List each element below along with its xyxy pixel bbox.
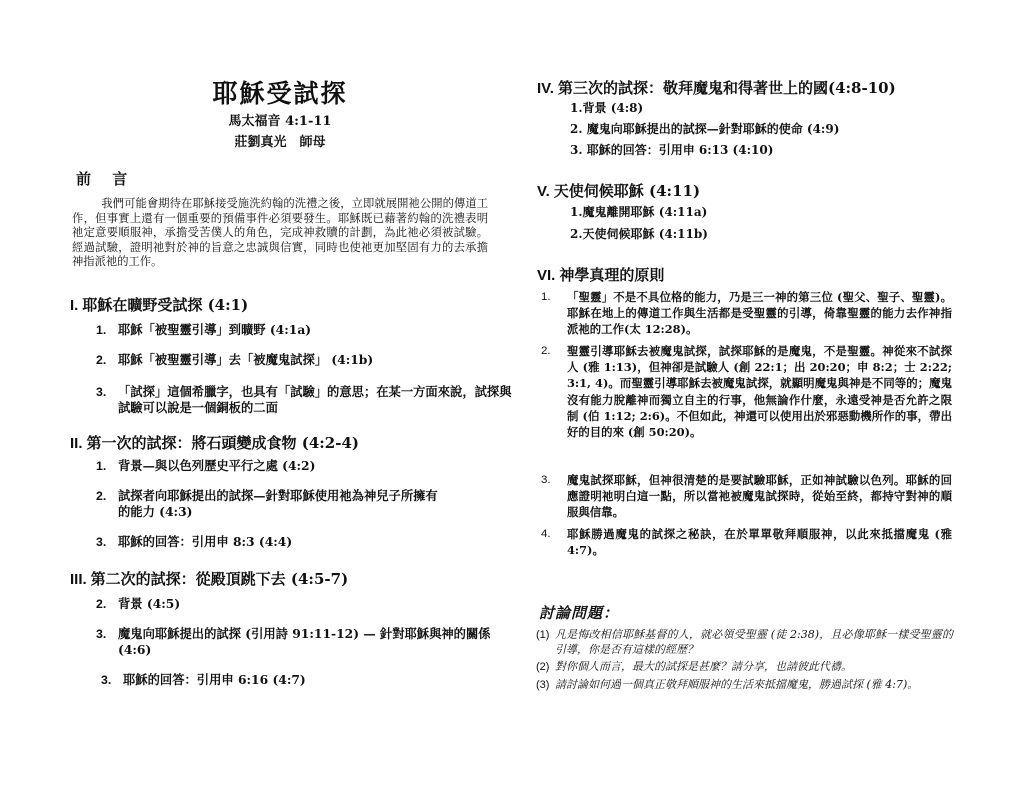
list-item: 1. 背景—與以色列歷史平行之處 (4:2) (96, 458, 316, 473)
page-title: 耶穌受試探 (212, 79, 348, 108)
list-item: 3. 耶穌的回答：引用申 6:13 (4:10) (570, 143, 774, 157)
principle-item: 1. 「聖靈」不是不具位格的能力，乃是三一神的第三位 (聖父、聖子、聖靈)。耶穌在地上的傳道工作與生活都是受聖靈的引導，倚靠聖靈的能力去作神指派祂的工作(太 12:28)。 (541, 290, 952, 337)
list-item: 3. 耶穌的回答：引用申 6:16 (4:7) (101, 672, 306, 687)
section-heading-3: III. 第二次的試探：從殿頂跳下去 (4:5-7) (70, 570, 349, 588)
preface-body: 我們可能會期待在耶穌接受施洗約翰的洗禮之後，立即就展開祂公開的傳道工作，但事實上還有一個重要的預備事件必須要發生。耶穌既已藉著約翰的洗禮表明祂定意要順服神，承擔受苦僕人的角色，完成神救贖的計劃，為此祂必須被試驗。經過試驗，證明祂對於神的旨意之忠誠與信實，同時也使祂更加堅固有力的去承擔神指派祂的工作。 (72, 197, 488, 269)
section-heading-4: IV. 第三次的試探：敬拜魔鬼和得著世上的國(4:8-10) (537, 79, 896, 97)
section-heading-2: II. 第一次的試探：將石頭變成食物 (4:2-4) (70, 434, 360, 452)
discussion-item: (1) 凡是悔改相信耶穌基督的人，就必領受聖靈 (徒 2:38)，且必像耶穌一樣受聖靈的引導，你是否有這樣的經歷？ (536, 628, 953, 656)
list-item: 2. 背景 (4:5) (96, 596, 181, 611)
principle-item: 4. 耶穌勝過魔鬼的試探之秘訣，在於單單敬拜順服神，以此來抵擋魔鬼 (雅 4:7)。 (541, 527, 952, 558)
discussion-item: (3) 請討論如何過一個真正敬拜順服神的生活來抵擋魔鬼，勝過試探 (雅 4:7)。 (536, 678, 919, 691)
preface-heading: 前 言 (76, 170, 136, 188)
section-heading-6: VI. 神學真理的原則 (537, 266, 665, 284)
discussion-item: (2) 對你個人而言，最大的試探是甚麼？請分享，也請彼此代禱。 (536, 660, 852, 673)
list-item: 2.天使伺候耶穌 (4:11b) (570, 227, 708, 241)
list-item: 2. 魔鬼向耶穌提出的試探—針對耶穌的使命 (4:9) (570, 122, 840, 136)
list-item: 1.背景 (4:8) (570, 101, 644, 115)
principle-item: 3. 魔鬼試探耶穌，但神很清楚的是要試驗耶穌，正如神試驗以色列。耶穌的回應證明祂明白這一點，所以當祂被魔鬼試探時，從始至終，都持守對神的順服與信靠。 (541, 473, 952, 520)
list-item: 1. 耶穌「被聖靈引導」到曠野 (4:1a) (96, 322, 312, 337)
section-heading-5: V. 天使伺候耶穌 (4:11) (537, 182, 701, 200)
principle-item: 2. 聖靈引導耶穌去被魔鬼試探，試探耶穌的是魔鬼，不是聖靈。神從來不試探人 (雅 1:13)，但神卻是試驗人 (創 22:1；出 20:20；申 8:2；士 2:22; 3:1, 4)。而聖靈引導耶穌去被魔鬼試探，就顯明魔鬼與神是不同等的；魔鬼沒有能力脫離神而獨立自主的行事，他無論作什麼，永遠受神是否允許之限制 (伯 1:12; 2:6)。不但如此，神還可以使用出於邪惡動機所作的事，帶出好的目的來 (創 50:20)。 (541, 344, 952, 440)
section-heading-1: I. 耶穌在曠野受試探 (4:1) (70, 296, 249, 314)
list-item: 3. 魔鬼向耶穌提出的試探 (引用詩 91:11-12) — 針對耶穌與神的關係 (4:6) (96, 626, 491, 657)
list-item: 3. 耶穌的回答：引用申 8:3 (4:4) (96, 534, 293, 549)
scripture-reference: 馬太福音 4:1-11 (228, 114, 332, 129)
list-item: 2. 試探者向耶穌提出的試探—針對耶穌使用祂為神兒子所擁有的能力 (4:3) (96, 488, 438, 519)
list-item: 1.魔鬼離開耶穌 (4:11a) (570, 205, 708, 219)
list-item: 3. 「試探」這個希臘字，也具有「試驗」的意思；在某一方面來說，試探與試驗可以說是一個銅板的二面 (96, 384, 512, 415)
list-item: 2. 耶穌「被聖靈引導」去「被魔鬼試探」 (4:1b) (96, 352, 374, 367)
author-line: 莊劉真光 師母 (234, 135, 326, 150)
discussion-heading: 討論問題： (539, 604, 620, 622)
